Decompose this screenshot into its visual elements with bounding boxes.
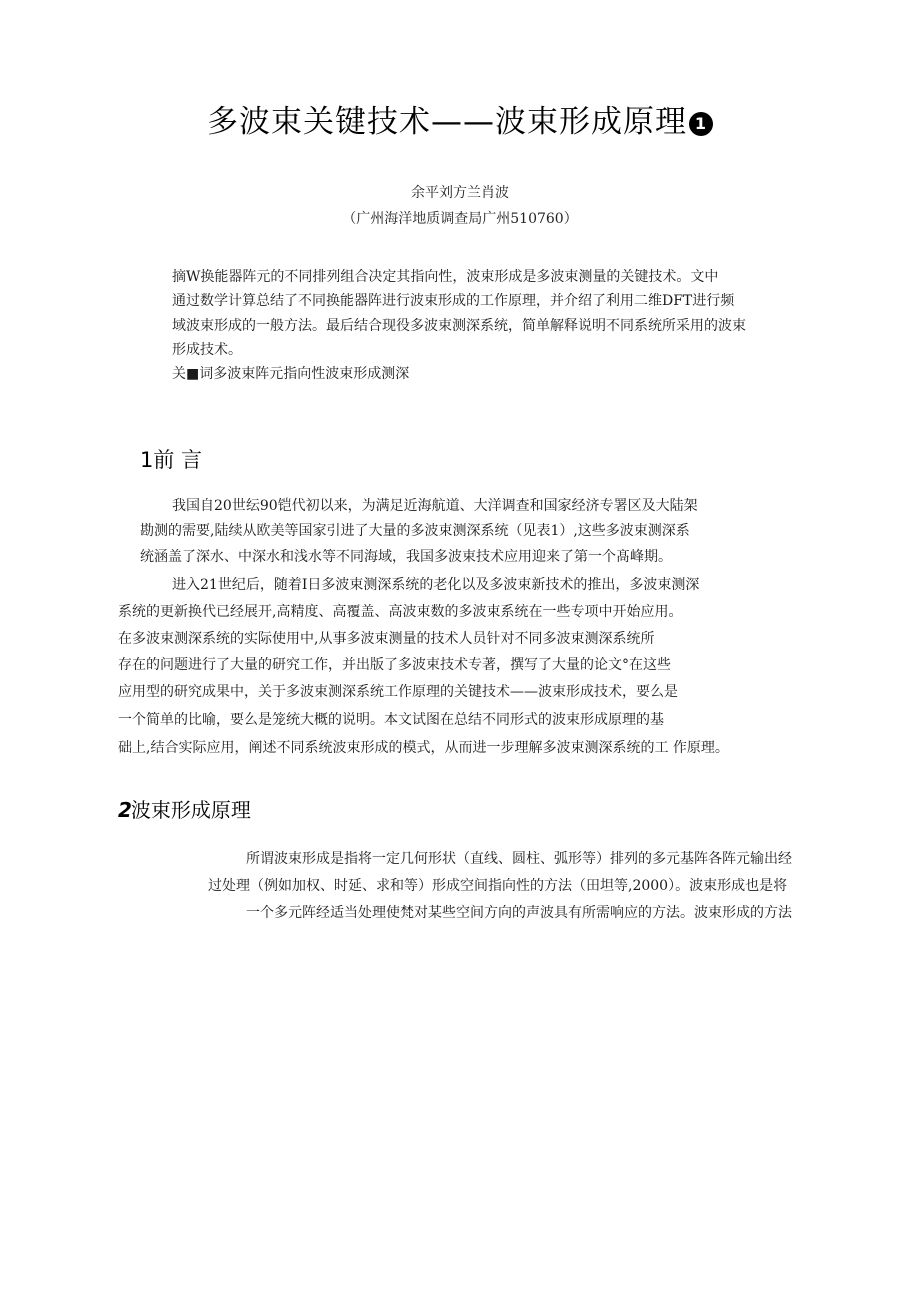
- body-line: 统涵盖了深水、中深水和浅水等不同海域，我国多波束技术应用迎来了第一个髙峰期。: [140, 549, 672, 565]
- abstract-line: 摘W换能器阵元的不同排列组合决定其指向性，波束形成是多波束测量的关键技术。文中: [172, 269, 719, 285]
- body-line: 进入21世纪后，随着I日多波束测深系统的老化以及多波束新技术的推出，多波束测深: [172, 577, 700, 593]
- section-title: 前 言: [153, 448, 203, 472]
- paper-title-text: 多波束关键技术——波束形成原理: [207, 104, 687, 140]
- affiliation-line: （广州海洋地质调查局广州510760）: [342, 211, 578, 227]
- footnote-marker: 1: [689, 112, 713, 136]
- author-line: 余平刘方兰肖波: [411, 185, 509, 201]
- section-number: 2: [118, 798, 131, 822]
- body-line: 应用型的研究成果中，关于多波束测深系统工作原理的关键技术——波束形成技术，要么是: [118, 684, 678, 700]
- abstract-line: 通过数学计算总结了不同换能器阵进行波束形成的工作原理，并介绍了利用二维DFT进行频: [172, 293, 735, 309]
- body-line: 系统的更新换代已经展开,高精度、高覆盖、高波束数的多波束系统在一些专项中开始应用。: [118, 604, 683, 620]
- body-line: 在多波束测深系统的实际使用中,从事多波束测量的技术人员针对不同多波束测深系统所: [118, 631, 655, 647]
- section-number: 1: [140, 448, 154, 472]
- paper-title: [0, 96, 920, 141]
- body-line: 过处理（例如加权、时延、求和等）形成空间指向性的方法（田坦等,2000）。波束形成也是将: [208, 878, 788, 894]
- body-line: 一个多元阵经适当处理使梵对某些空间方向的声波具有所需响应的方法。波束形成的方法: [246, 905, 792, 921]
- abstract-line: 域波束形成的一般方法。最后结合现役多波束测深系统，简单解释说明不同系统所采用的波束: [172, 318, 746, 334]
- body-line: 我国自20世纭90铠代初以来，为满足近海航道、大洋调查和国家经济专署区及大陆架: [172, 498, 698, 514]
- body-line: 勘测的需要,陆续从欧美等国家引进了大量的多波束测深系统（见表1）,这些多波束测深系: [140, 523, 690, 539]
- body-line: 所谓波束形成是指将一定几何形状（直线、圆柱、弧形等）排列的多元基阵各阵元输出经: [246, 851, 792, 867]
- body-line: 存在的问题进行了大量的研究工作，并出版了多波束技术专著，撰写了大量的论文°在这些: [118, 657, 671, 673]
- section-heading-2: [118, 794, 251, 823]
- keywords-line: 关■词多波束阵元指向性波束形成测深: [172, 366, 410, 382]
- abstract-line: 形成技术。: [172, 342, 242, 358]
- section-title: 波束形成原理: [130, 798, 251, 822]
- section-heading-1: [140, 444, 202, 474]
- body-line: 础上,结合实际应用，阐述不同系统波束形成的模式，从而进一步理解多波束测深系统的工 作原理。: [118, 740, 729, 756]
- body-line: 一个简单的比喻，要么是笼统大概的说明。本文试图在总结不同形式的波束形成原理的基: [118, 712, 664, 728]
